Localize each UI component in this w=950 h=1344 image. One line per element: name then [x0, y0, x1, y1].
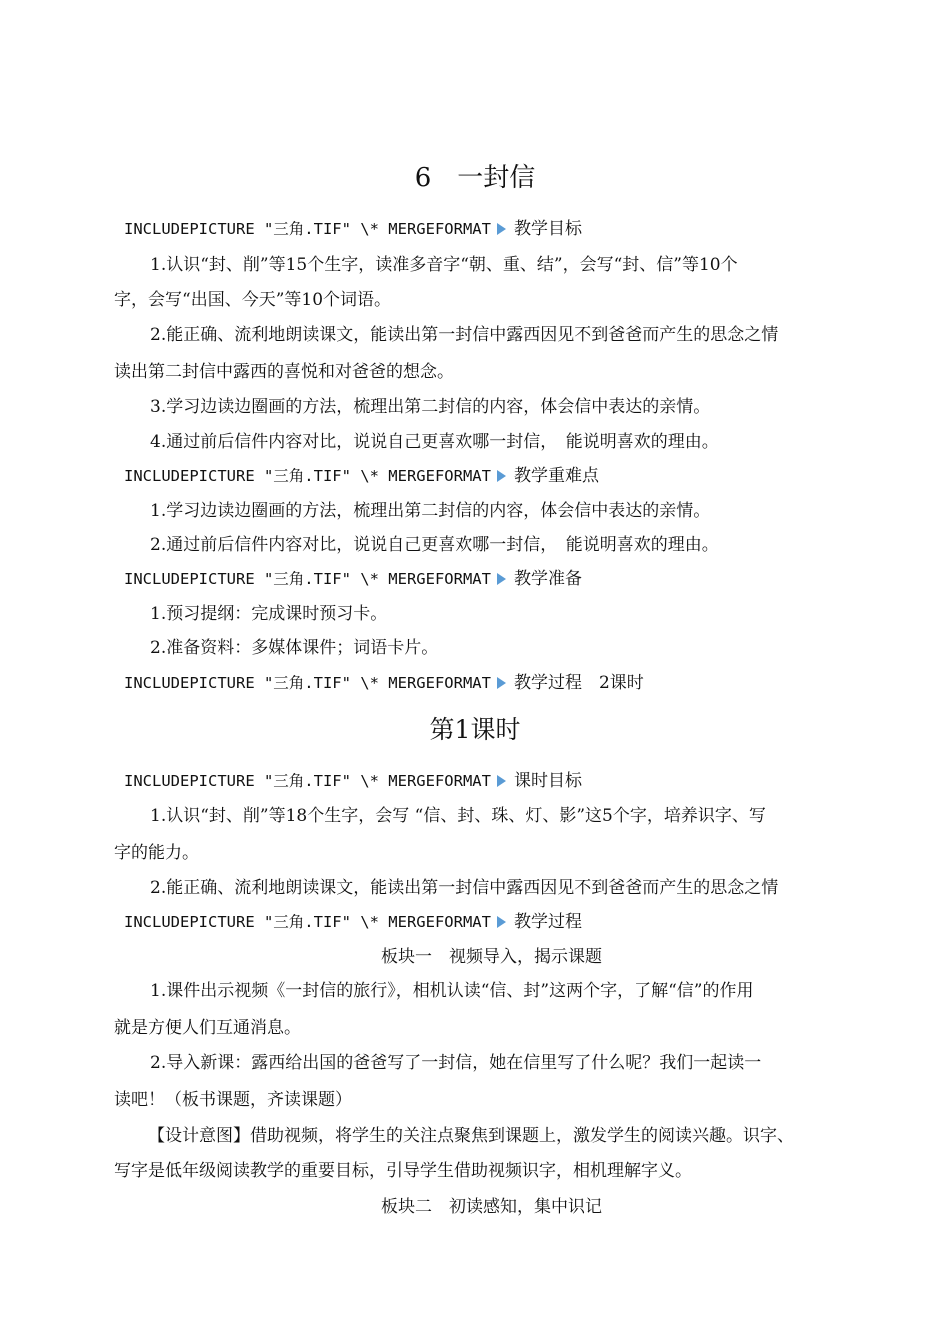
paragraph-line: 2.能正确、流利地朗读课文，能读出第一封信中露西因见不到爸爸而产生的思念之情: [150, 325, 779, 345]
paragraph-line: 1.学习边读边圈画的方法，梳理出第二封信的内容，体会信中表达的亲情。: [150, 501, 711, 521]
paragraph-line: 字的能力。: [114, 843, 199, 863]
block-title: 板块二 初读感知，集中识记: [381, 1197, 602, 1217]
include-field-code: INCLUDEPICTURE "三角.TIF" \* MERGEFORMAT: [124, 772, 491, 790]
heading-label: 教学过程: [513, 912, 582, 932]
paragraph-line: 1.认识“封、削”等18个生字，会写 “信、封、珠、灯、影”这5个字，培养识字、写: [150, 806, 766, 826]
paragraph-line: 3.学习边读边圈画的方法，梳理出第二封信的内容，体会信中表达的亲情。: [150, 397, 711, 417]
section-heading-goals: [124, 217, 582, 241]
section-heading-preparation: [124, 567, 582, 591]
section-heading-lesson-goals: [124, 769, 582, 793]
paragraph-line: 写字是低年级阅读教学的重要目标，引导学生借助视频识字，相机理解字义。: [114, 1161, 692, 1181]
triangle-bullet-icon: [497, 775, 506, 787]
triangle-bullet-icon: [497, 470, 506, 482]
block-title: 板块一 视频导入，揭示课题: [381, 947, 602, 967]
paragraph-line: 1.认识“封、削”等15个生字，读准多音字“朝、重、结”，会写“封、信”等10个: [150, 255, 738, 275]
include-field-code: INCLUDEPICTURE "三角.TIF" \* MERGEFORMAT: [124, 674, 491, 692]
include-field-code: INCLUDEPICTURE "三角.TIF" \* MERGEFORMAT: [124, 220, 491, 238]
section-heading-key-points: [124, 464, 599, 488]
triangle-bullet-icon: [497, 677, 506, 689]
lesson-title: 6 一封信: [414, 163, 536, 193]
lesson-period-title: 第1课时: [429, 715, 521, 744]
triangle-bullet-icon: [497, 573, 506, 585]
design-intent-line: 【设计意图】借助视频，将学生的关注点聚焦到课题上，激发学生的阅读兴趣。识字、: [148, 1126, 794, 1146]
triangle-bullet-icon: [497, 916, 506, 928]
include-field-code: INCLUDEPICTURE "三角.TIF" \* MERGEFORMAT: [124, 467, 491, 485]
paragraph-line: 读吧！（板书课题，齐读课题）: [114, 1090, 352, 1110]
heading-label: 教学过程 2课时: [513, 673, 644, 693]
include-field-code: INCLUDEPICTURE "三角.TIF" \* MERGEFORMAT: [124, 913, 491, 931]
include-field-code: INCLUDEPICTURE "三角.TIF" \* MERGEFORMAT: [124, 570, 491, 588]
paragraph-line: 读出第二封信中露西的喜悦和对爸爸的想念。: [114, 362, 454, 382]
paragraph-line: 2.通过前后信件内容对比，说说自己更喜欢哪一封信， 能说明喜欢的理由。: [150, 535, 719, 555]
paragraph-line: 4.通过前后信件内容对比，说说自己更喜欢哪一封信， 能说明喜欢的理由。: [150, 432, 719, 452]
paragraph-line: 2.能正确、流利地朗读课文，能读出第一封信中露西因见不到爸爸而产生的思念之情: [150, 878, 779, 898]
heading-label: 教学重难点: [513, 466, 599, 486]
heading-label: 教学目标: [513, 219, 582, 239]
paragraph-line: 就是方便人们互通消息。: [114, 1018, 301, 1038]
section-heading-process: [124, 671, 644, 695]
section-heading-lesson-process: [124, 910, 582, 934]
paragraph-line: 2.准备资料：多媒体课件；词语卡片。: [150, 638, 439, 658]
heading-label: 教学准备: [513, 569, 582, 589]
paragraph-line: 1.课件出示视频《一封信的旅行》，相机认读“信、封”这两个字，了解“信”的作用: [150, 981, 754, 1001]
paragraph-line: 2.导入新课：露西给出国的爸爸写了一封信，她在信里写了什么呢？我们一起读一: [150, 1053, 762, 1073]
paragraph-line: 1.预习提纲：完成课时预习卡。: [150, 604, 388, 624]
triangle-bullet-icon: [497, 223, 506, 235]
paragraph-line: 字，会写“出国、今天”等10个词语。: [114, 290, 392, 310]
heading-label: 课时目标: [513, 771, 582, 791]
